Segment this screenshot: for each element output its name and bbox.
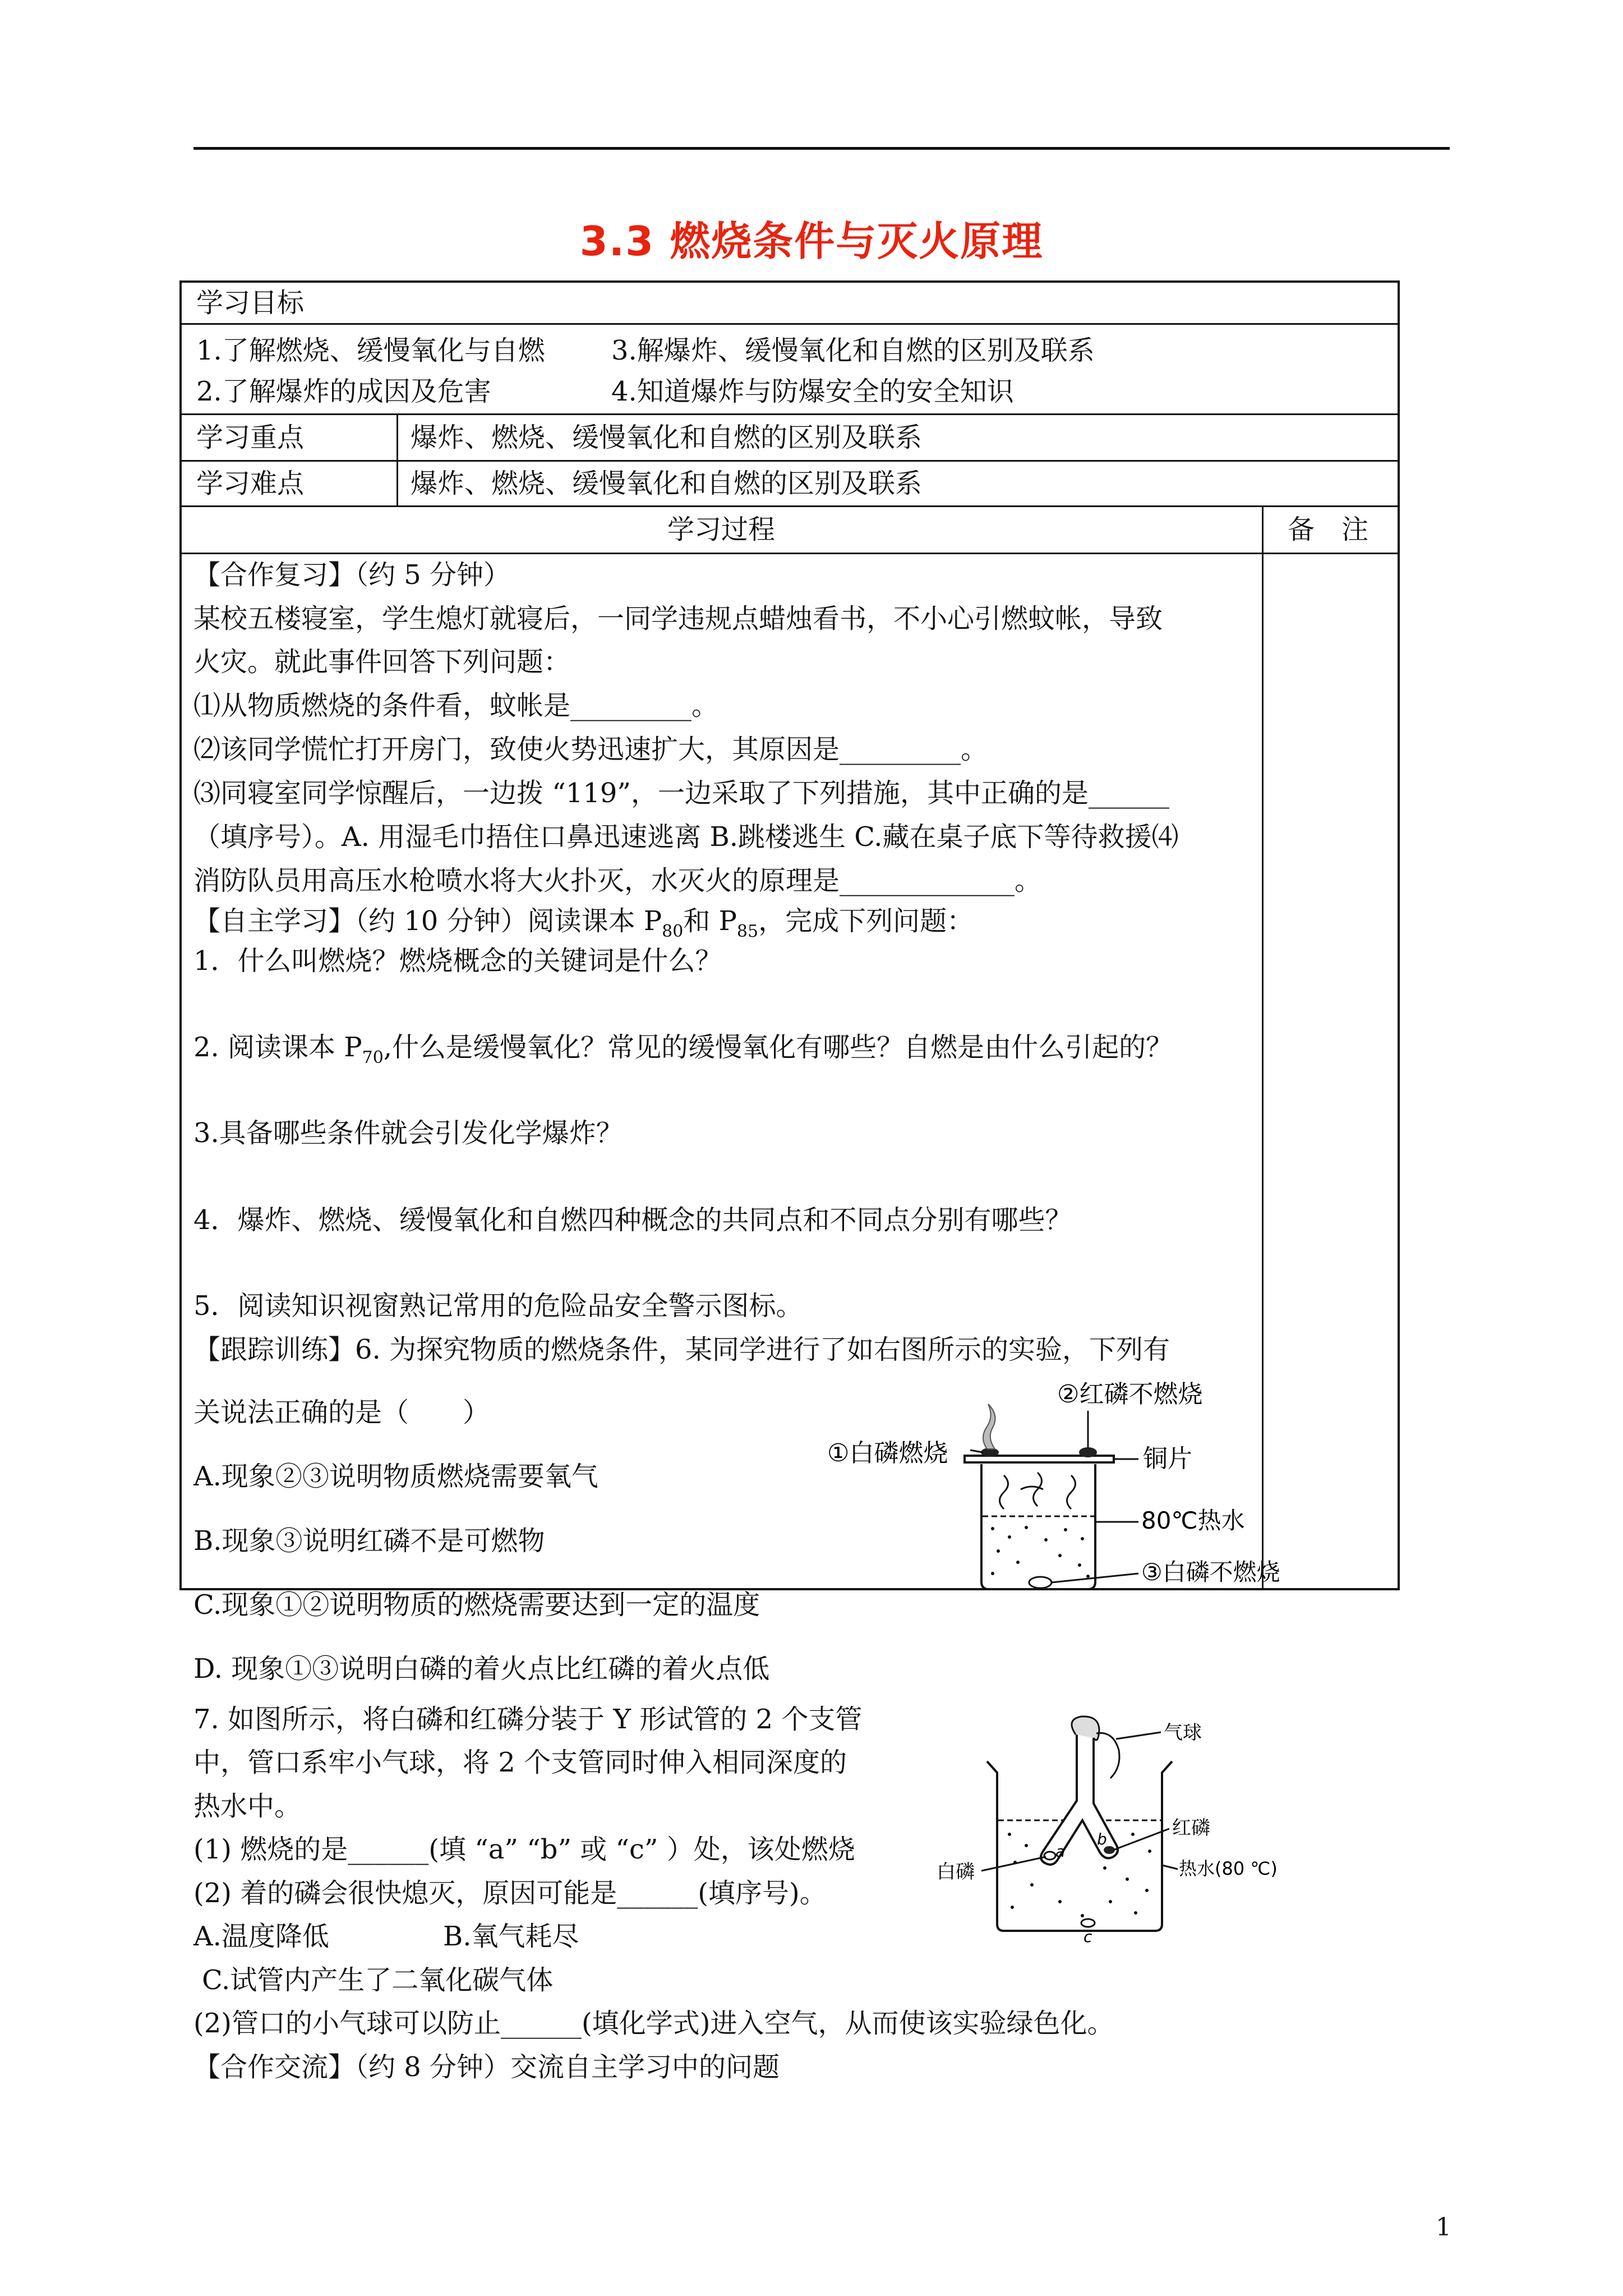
difficulty-text: 爆炸、燃烧、缓慢氧化和自燃的区别及联系 [411,468,923,499]
table-rule [179,460,1400,462]
fig2-label-balloon: 气球 [1164,1722,1202,1744]
self-study-question: 3.具备哪些条件就会引发化学爆炸？ [193,1117,623,1149]
self-study-heading: 【自主学习】（约 10 分钟）阅读课本 $P_{80}$和 $P_{85}$，完成下列问题： [193,905,974,941]
leader-lines [970,1411,1138,1582]
q7-line: (1) 燃烧的是______(填 “a” “b” 或 “c” ）处，该处燃烧 [193,1834,855,1865]
fig2-label-white-phosphorus: 白磷 [937,1861,975,1883]
table-rule [179,505,1400,507]
training-line: 关说法正确的是（ ） [193,1397,490,1428]
self-study-question: 1．什么叫燃烧？燃烧概念的关键词是什么？ [193,945,722,977]
balloon-fold [1096,1733,1119,1778]
fig2-label-red-phosphorus: 红磷 [1172,1817,1210,1839]
q7-line: 热水中。 [193,1791,302,1822]
white-phosphorus-c [1081,1919,1095,1927]
y-tube-experiment-figure [931,1722,1278,1946]
water-dots [1008,1833,1151,1917]
process-header: 学习过程 [667,514,776,545]
page-number: 1 [1436,2213,1451,2242]
training-option: D. 现象①③说明白磷的着火点比红磷的着火点低 [193,1653,770,1685]
fig1-label-copper: 铜片 [1143,1444,1192,1473]
q7-line: (2) 着的磷会很快熄灭，原因可能是______(填序号)。 [193,1878,827,1909]
steam-lines [1000,1473,1076,1509]
copper-plate-experiment-figure [824,1377,1280,1602]
q7-option: C.试管内产生了二氧化碳气体 [202,1964,554,1996]
table-rule [179,323,1400,325]
white-phosphorus-a [1044,1852,1055,1860]
page-title: 3.3 燃烧条件与灭火原理 [579,218,1044,265]
fig1-label-red-not-burning: ②红磷不燃烧 [1057,1380,1203,1409]
objectives-label: 学习目标 [196,287,305,319]
fig2-point-c: c [1083,1927,1092,1946]
training-option: A.现象②③说明物质燃烧需要氧气 [193,1461,598,1492]
difficulty-label: 学习难点 [196,468,305,499]
key-point-label: 学习重点 [196,422,305,453]
fig1-label-water: 80℃热水 [1141,1507,1245,1534]
table-rule [1262,505,1264,1590]
fig1-label-white-not-burning: ③白磷不燃烧 [1141,1558,1280,1586]
objective-item: 2.了解爆炸的成因及危害 [196,376,491,407]
training-option: C.现象①②说明物质的燃烧需要达到一定的温度 [193,1589,760,1621]
remarks-header: 备 注 [1288,514,1369,545]
flame-icon [983,1404,995,1449]
fig2-point-a: a [1055,1842,1066,1861]
self-study-question: 2. 阅读课本 $P_{70}$,什么是缓慢氧化？常见的缓慢氧化有哪些？自燃是由什么引起的？ [193,1032,1173,1068]
table-rule [179,413,1400,415]
q7-line: 7. 如图所示，将白磷和红磷分装于 Y 形试管的 2 个支管 [193,1704,863,1735]
q7-line: (2)管口的小气球可以防止______(填化学式)进入空气，从而使该实验绿色化。 [193,2008,1114,2039]
exchange-heading: 【合作交流】（约 8 分钟）交流自主学习中的问题 [193,2051,780,2083]
water-dots [991,1526,1090,1578]
q7-option: A.温度降低 [193,1921,329,1952]
self-study-question: 4．爆炸、燃烧、缓慢氧化和自燃四种概念的共同点和不同点分别有哪些？ [193,1204,1072,1236]
table-rule [396,413,398,505]
objective-item: 3.解爆炸、缓慢氧化和自燃的区别及联系 [611,335,1095,366]
review-line: ⑴从物质燃烧的条件看，蚊帐是_________。 [193,690,719,721]
review-line: 某校五楼寝室，学生熄灯就寝后，一同学违规点蜡烛看书，不小心引燃蚊帐，导致 [193,603,1163,634]
review-line: ⑶同寝室同学惊醒后，一边拨 “119”，一边采取了下列措施，其中正确的是______ [193,777,1169,809]
header-rule [193,147,1450,150]
training-option: B.现象③说明红磷不是可燃物 [193,1525,545,1557]
underwater-white-phosphorus [1029,1577,1052,1588]
fig1-label-white-burning: ①白磷燃烧 [827,1439,948,1467]
objective-item: 1.了解燃烧、缓慢氧化与自燃 [196,335,545,366]
q7-line: 中，管口系牢小气球，将 2 个支管同时伸入相同深度的 [193,1747,847,1778]
objective-item: 4.知道爆炸与防爆安全的安全知识 [611,376,1014,407]
beaker [981,1464,1095,1589]
review-line: 火灾。就此事件回答下列问题： [193,646,571,678]
fig2-label-hot-water: 热水(80 ℃) [1179,1858,1278,1879]
review-heading: 【合作复习】（约 5 分钟） [193,559,511,591]
key-point-text: 爆炸、燃烧、缓慢氧化和自燃的区别及联系 [411,422,923,453]
review-line: ⑵该同学慌忙打开房门，致使火势迅速扩大，其原因是_________。 [193,734,988,765]
q7-option: B.氧气耗尽 [443,1921,579,1952]
review-line: 消防队员用高压水枪喷水将大火扑灭，水灭火的原理是_____________。 [193,865,1042,896]
red-phosphorus [1079,1447,1097,1457]
self-study-question: 5．阅读知识视窗熟记常用的危险品安全警示图标。 [193,1290,803,1322]
fig2-point-b: b [1097,1830,1107,1848]
table-rule [179,553,1400,554]
review-line: （填序号）。A. 用湿毛巾捂住口鼻迅速逃离 B.跳楼逃生 C.藏在桌子底下等待救援⑷ [193,821,1179,853]
training-line: 【跟踪训练】6. 为探究物质的燃烧条件，某同学进行了如右图所示的实验，下列有 [193,1334,1170,1365]
